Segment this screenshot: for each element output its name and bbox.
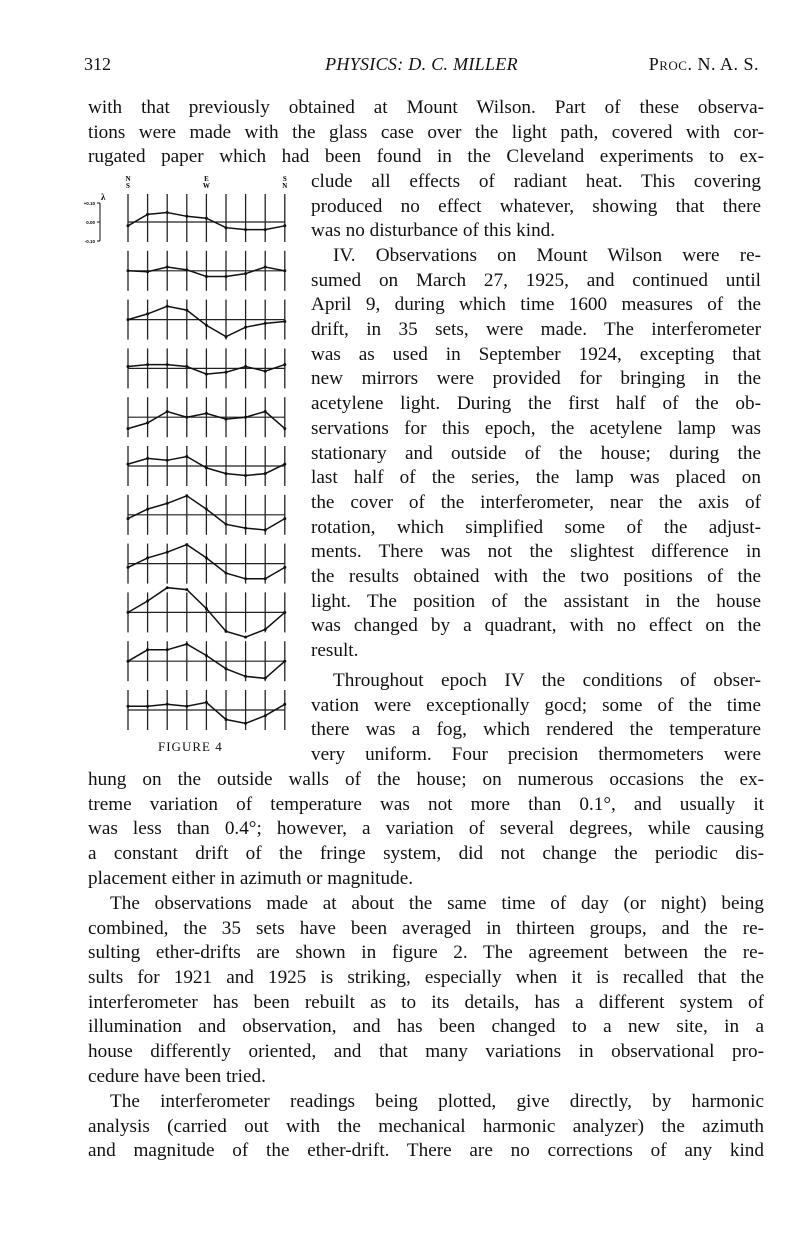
data-point — [283, 224, 286, 227]
paragraph-4 — [88, 892, 764, 1090]
text-line: treme variation of temperature was not more than 0.1°, and usually it — [88, 793, 764, 815]
data-point — [244, 527, 247, 530]
data-point — [146, 508, 149, 511]
data-point — [205, 607, 208, 610]
text-line: servations for this epoch, the acetylene lamp was — [311, 417, 761, 439]
data-point — [283, 611, 286, 614]
data-point — [244, 365, 247, 368]
paragraph-5 — [88, 1090, 764, 1164]
figure-4-plot — [82, 168, 297, 768]
data-point — [244, 228, 247, 231]
data-point — [225, 572, 228, 575]
data-point — [146, 600, 149, 603]
data-point — [146, 705, 149, 708]
text-line: analysis (carried out with the mechanical harmonic analyzer) the azimuth — [88, 1115, 764, 1137]
data-point — [127, 705, 130, 708]
data-point — [283, 566, 286, 569]
text-line: clude all effects of radiant heat. This covering — [311, 171, 761, 192]
data-point — [225, 275, 228, 278]
figure-caption: FIGURE 4 — [158, 739, 223, 754]
text-line: illumination and observation, and has been changed to a new site, in a — [88, 1016, 764, 1038]
data-point — [146, 270, 149, 273]
data-point — [185, 455, 188, 458]
data-point — [127, 660, 130, 663]
data-point — [264, 410, 267, 413]
data-point — [127, 566, 130, 569]
text-line: combined, the 35 sets have been averaged in thirteen groups, and the re- — [88, 917, 764, 939]
text-line: and magnitude of the ether-drift. There are no corrections of any kind — [88, 1140, 764, 1162]
paragraph-2-wrapped — [311, 244, 761, 664]
data-point — [264, 714, 267, 717]
data-point — [185, 543, 188, 546]
data-point — [146, 457, 149, 460]
data-point — [166, 410, 169, 413]
azimuth-label: S — [282, 175, 287, 183]
data-point — [146, 363, 149, 366]
data-point — [166, 551, 169, 554]
text-line: sumed on March 27, 1925, and continued until — [311, 269, 761, 291]
azimuth-label: E — [204, 175, 209, 183]
data-point — [244, 474, 247, 477]
text-line: new mirrors were provided for bringing in the — [311, 368, 761, 390]
paragraph-3-wrapped — [311, 669, 761, 768]
data-point — [283, 517, 286, 520]
data-point — [264, 322, 267, 325]
data-point — [264, 677, 267, 680]
data-point — [146, 213, 149, 216]
data-point — [264, 472, 267, 475]
text-line: last half of the series, the lamp was placed on — [311, 467, 761, 489]
data-point — [185, 705, 188, 708]
data-point — [244, 326, 247, 329]
data-point — [185, 268, 188, 271]
data-point — [225, 418, 228, 421]
azimuth-label: S — [126, 182, 130, 190]
data-point — [225, 371, 228, 374]
data-point — [244, 636, 247, 639]
data-point — [166, 502, 169, 505]
data-point — [166, 459, 169, 462]
data-point — [244, 722, 247, 725]
text-line: The observations made at about the same time of day (or night) being — [110, 893, 764, 914]
paragraph-3-full — [88, 768, 764, 891]
text-line: interferometer has been rebuilt as to its details, has a different system of — [88, 991, 764, 1013]
data-point — [205, 373, 208, 376]
data-point — [166, 703, 169, 706]
text-line: hung on the outside walls of the house; on numerous occasions the ex- — [88, 769, 764, 790]
azimuth-label: W — [202, 182, 210, 190]
axis-unit-label: λ — [101, 192, 106, 202]
data-point — [205, 217, 208, 220]
data-point — [166, 305, 169, 308]
data-point — [127, 517, 130, 520]
text-line: sulting ether-drifts are shown in figure 2. The agreement between the re- — [88, 942, 764, 964]
data-point — [166, 586, 169, 589]
data-point — [205, 275, 208, 278]
text-line: a constant drift of the fringe system, did not change the periodic dis- — [88, 843, 764, 865]
data-point — [205, 324, 208, 327]
text-line: The interferometer readings being plotted, give directly, by harmonic — [110, 1091, 764, 1112]
data-point — [205, 556, 208, 559]
text-line: tions were made with the glass case over the light path, covered with cor- — [88, 121, 764, 143]
data-point — [205, 466, 208, 469]
text-line: with that previously obtained at Mount Wilson. Part of these observa- — [88, 97, 764, 118]
data-point — [205, 654, 208, 657]
page-number: 312 — [84, 54, 111, 74]
data-point — [127, 427, 130, 430]
data-point — [225, 472, 228, 475]
data-point — [185, 588, 188, 591]
data-point — [127, 224, 130, 227]
data-point — [283, 703, 286, 706]
data-point — [244, 272, 247, 275]
data-point — [166, 363, 169, 366]
journal-name: Proc. N. A. S. — [648, 54, 759, 74]
data-point — [166, 266, 169, 269]
data-point — [205, 412, 208, 415]
running-head — [84, 54, 759, 80]
data-point — [283, 363, 286, 366]
text-line: was as used in September 1924, excepting that — [311, 343, 761, 365]
data-point — [146, 312, 149, 315]
scale-tick-label: +0.10 — [83, 201, 95, 206]
figure-4 — [82, 168, 297, 768]
text-line: was no disturbance of this kind. — [311, 220, 556, 242]
paragraph-1-full — [88, 96, 764, 170]
data-point — [264, 529, 267, 532]
data-point — [127, 365, 130, 368]
data-point — [283, 463, 286, 466]
running-title: PHYSICS: D. C. MILLER — [325, 54, 518, 74]
data-point — [225, 630, 228, 633]
text-line: sults for 1921 and 1925 is striking, especially when it is recalled that the — [88, 967, 764, 989]
text-line: produced no effect whatever, showing that there — [311, 195, 761, 217]
data-point — [264, 577, 267, 580]
data-point — [185, 643, 188, 646]
data-point — [185, 365, 188, 368]
data-point — [264, 370, 267, 373]
data-point — [127, 611, 130, 614]
data-point — [244, 416, 247, 419]
text-line: there was a fog, which rendered the temperature — [311, 719, 761, 741]
data-point — [205, 508, 208, 511]
text-line: placement either in azimuth or magnitude. — [88, 867, 414, 889]
data-point — [205, 701, 208, 704]
text-line: rugated paper which had been found in the Cleveland experiments to ex- — [88, 146, 764, 168]
data-point — [225, 226, 228, 229]
data-point — [244, 675, 247, 678]
text-line: rotation, which simplified some of the adjust- — [311, 516, 761, 538]
data-point — [185, 494, 188, 497]
data-point — [244, 577, 247, 580]
text-line: stationary and outside of the house; during the — [311, 442, 761, 464]
data-point — [146, 648, 149, 651]
text-line: Throughout epoch IV the conditions of obser- — [333, 670, 761, 691]
data-point — [264, 628, 267, 631]
data-point — [127, 463, 130, 466]
text-line: cedure have been tried. — [88, 1065, 266, 1087]
text-line: vation were exceptionally gocd; some of the time — [311, 694, 761, 716]
data-point — [146, 421, 149, 424]
paragraph-1-wrapped — [311, 170, 761, 244]
text-line: the cover of the interferometer, near the axis of — [311, 491, 761, 513]
data-point — [283, 320, 286, 323]
text-line: April 9, during which time 1600 measures of the — [311, 294, 761, 316]
data-point — [166, 648, 169, 651]
data-point — [127, 318, 130, 321]
scale-tick-label: 0.00 — [86, 220, 95, 225]
data-point — [225, 523, 228, 526]
text-line: light. The position of the assistant in the house — [311, 590, 761, 612]
text-line: was less than 0.4°; however, a variation of several degrees, while causing — [88, 818, 764, 840]
data-point — [283, 660, 286, 663]
data-point — [225, 667, 228, 670]
text-line: very uniform. Four precision thermometers were — [311, 744, 761, 766]
text-line: was changed by a quadrant, with no effect on the — [311, 615, 761, 637]
text-line: the results obtained with the two positions of the — [311, 565, 761, 587]
text-line: ments. There was not the slightest difference in — [311, 541, 761, 563]
azimuth-label: N — [282, 182, 288, 190]
data-point — [185, 215, 188, 218]
data-point — [264, 266, 267, 269]
text-line: acetylene light. During the first half of the ob- — [311, 393, 761, 415]
data-point — [127, 269, 130, 272]
data-point — [283, 427, 286, 430]
data-point — [185, 416, 188, 419]
scale-tick-label: -0.10 — [84, 239, 95, 244]
text-line: drift, in 35 sets, were made. The interferometer — [311, 319, 761, 341]
azimuth-label: N — [125, 175, 131, 183]
data-point — [146, 556, 149, 559]
text-line: result. — [311, 640, 359, 661]
data-point — [264, 228, 267, 231]
data-point — [283, 269, 286, 272]
data-point — [225, 718, 228, 721]
data-point — [166, 211, 169, 214]
text-line: house differently oriented, and that many variations in observational pro- — [88, 1041, 764, 1063]
data-point — [185, 309, 188, 312]
text-line: IV. Observations on Mount Wilson were re- — [333, 245, 761, 266]
data-point — [225, 335, 228, 338]
